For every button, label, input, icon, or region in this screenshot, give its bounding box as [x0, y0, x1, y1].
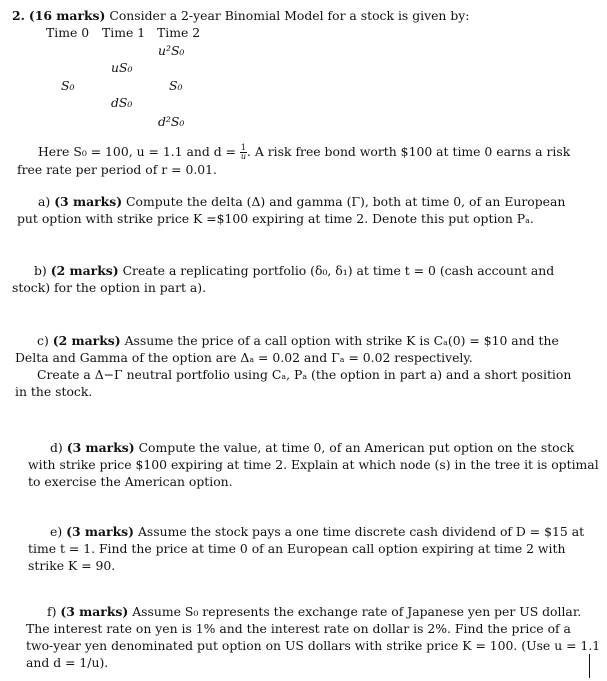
part-e-line-1: e) (3 marks) Assume the stock pays a one time discrete cash dividend of D = $15 at: [50, 524, 585, 539]
question-number: 2.: [12, 8, 25, 23]
time-label-0: Time 0: [46, 25, 90, 40]
question-header: [12, 7, 469, 24]
node-us0: uS₀: [111, 60, 133, 75]
part-c-label: c): [37, 333, 49, 348]
part-c-marks: (2 marks): [52, 333, 121, 348]
part-d-line-2: with strike price $100 expiring at time 2. Explain at which node (s) in the tree it is optimal: [28, 457, 599, 472]
fraction-1-over-u: $\frac{1}{u}$: [240, 143, 247, 161]
part-b-line-2: stock) for the option in part a).: [12, 280, 207, 295]
part-d-line-1: d) (3 marks) Compute the value, at time 0, of an American put option on the stock: [50, 440, 575, 455]
params-line-2: free rate per period of r = 0.01.: [17, 162, 217, 177]
part-f-line-1: f) (3 marks) Assume S₀ represents the exchange rate of Japanese yen per US dollar.: [47, 604, 582, 619]
text-cursor: [589, 654, 590, 678]
part-e-line-3: strike K = 90.: [28, 558, 116, 573]
part-a-line-1: a) (3 marks) Compute the delta (Δ) and gamma (Γ), both at time 0, of an European: [38, 194, 566, 209]
part-c-line-2: Delta and Gamma of the option are Δₐ = 0.02 and Γₐ = 0.02 respectively.: [15, 350, 473, 365]
node-s0-mid: S₀: [169, 78, 183, 93]
part-b-marks: (2 marks): [50, 263, 119, 278]
time-label-1: Time 1: [102, 25, 146, 40]
part-f-line-3: two-year yen denominated put option on US dollars with strike price K = 100. (Use u = 1.1: [26, 638, 601, 653]
part-f-line-4: and d = 1/u).: [26, 655, 109, 670]
part-d-label: d): [50, 440, 63, 455]
params-line-1: Here S₀ = 100, u = 1.1 and d = $\frac{1}{u}$ . A risk free bond worth $100 at time 0 earns a risk: [38, 143, 571, 161]
part-d-line-3: to exercise the American option.: [28, 474, 233, 489]
part-f-label: f): [47, 604, 57, 619]
node-u2s0: u²S₀: [158, 43, 185, 58]
question-marks: (16 marks): [28, 8, 106, 23]
node-s0: S₀: [61, 78, 75, 93]
part-e-line-2: time t = 1. Find the price at time 0 of an European call option expiring at time 2 with: [28, 541, 566, 556]
part-a-marks: (3 marks): [54, 194, 123, 209]
part-f-marks: (3 marks): [60, 604, 129, 619]
part-a-line-2: put option with strike price K =$100 expiring at time 2. Denote this put option Pₐ.: [17, 211, 534, 226]
part-e-marks: (3 marks): [66, 524, 135, 539]
part-b-line-1: b) (2 marks) Create a replicating portfolio (δ₀, δ₁) at time t = 0 (cash account and: [34, 263, 555, 278]
part-c-line-3: Create a Δ−Γ neutral portfolio using Cₐ, Pₐ (the option in part a) and a short position: [37, 367, 572, 382]
node-d2s0: d²S₀: [158, 114, 185, 129]
part-a-label: a): [38, 194, 51, 209]
part-e-label: e): [50, 524, 63, 539]
part-d-marks: (3 marks): [66, 440, 135, 455]
part-c-line-4: in the stock.: [15, 384, 93, 399]
question-intro: Consider a 2-year Binomial Model for a stock is given by:: [109, 8, 470, 23]
part-b-label: b): [34, 263, 47, 278]
time-label-2: Time 2: [157, 25, 201, 40]
part-f-line-2: The interest rate on yen is 1% and the interest rate on dollar is 2%. Find the price of a: [26, 621, 571, 636]
node-ds0: dS₀: [111, 95, 133, 110]
part-c-line-1: c) (2 marks) Assume the price of a call option with strike K is Cₐ(0) = $10 and the: [37, 333, 559, 348]
